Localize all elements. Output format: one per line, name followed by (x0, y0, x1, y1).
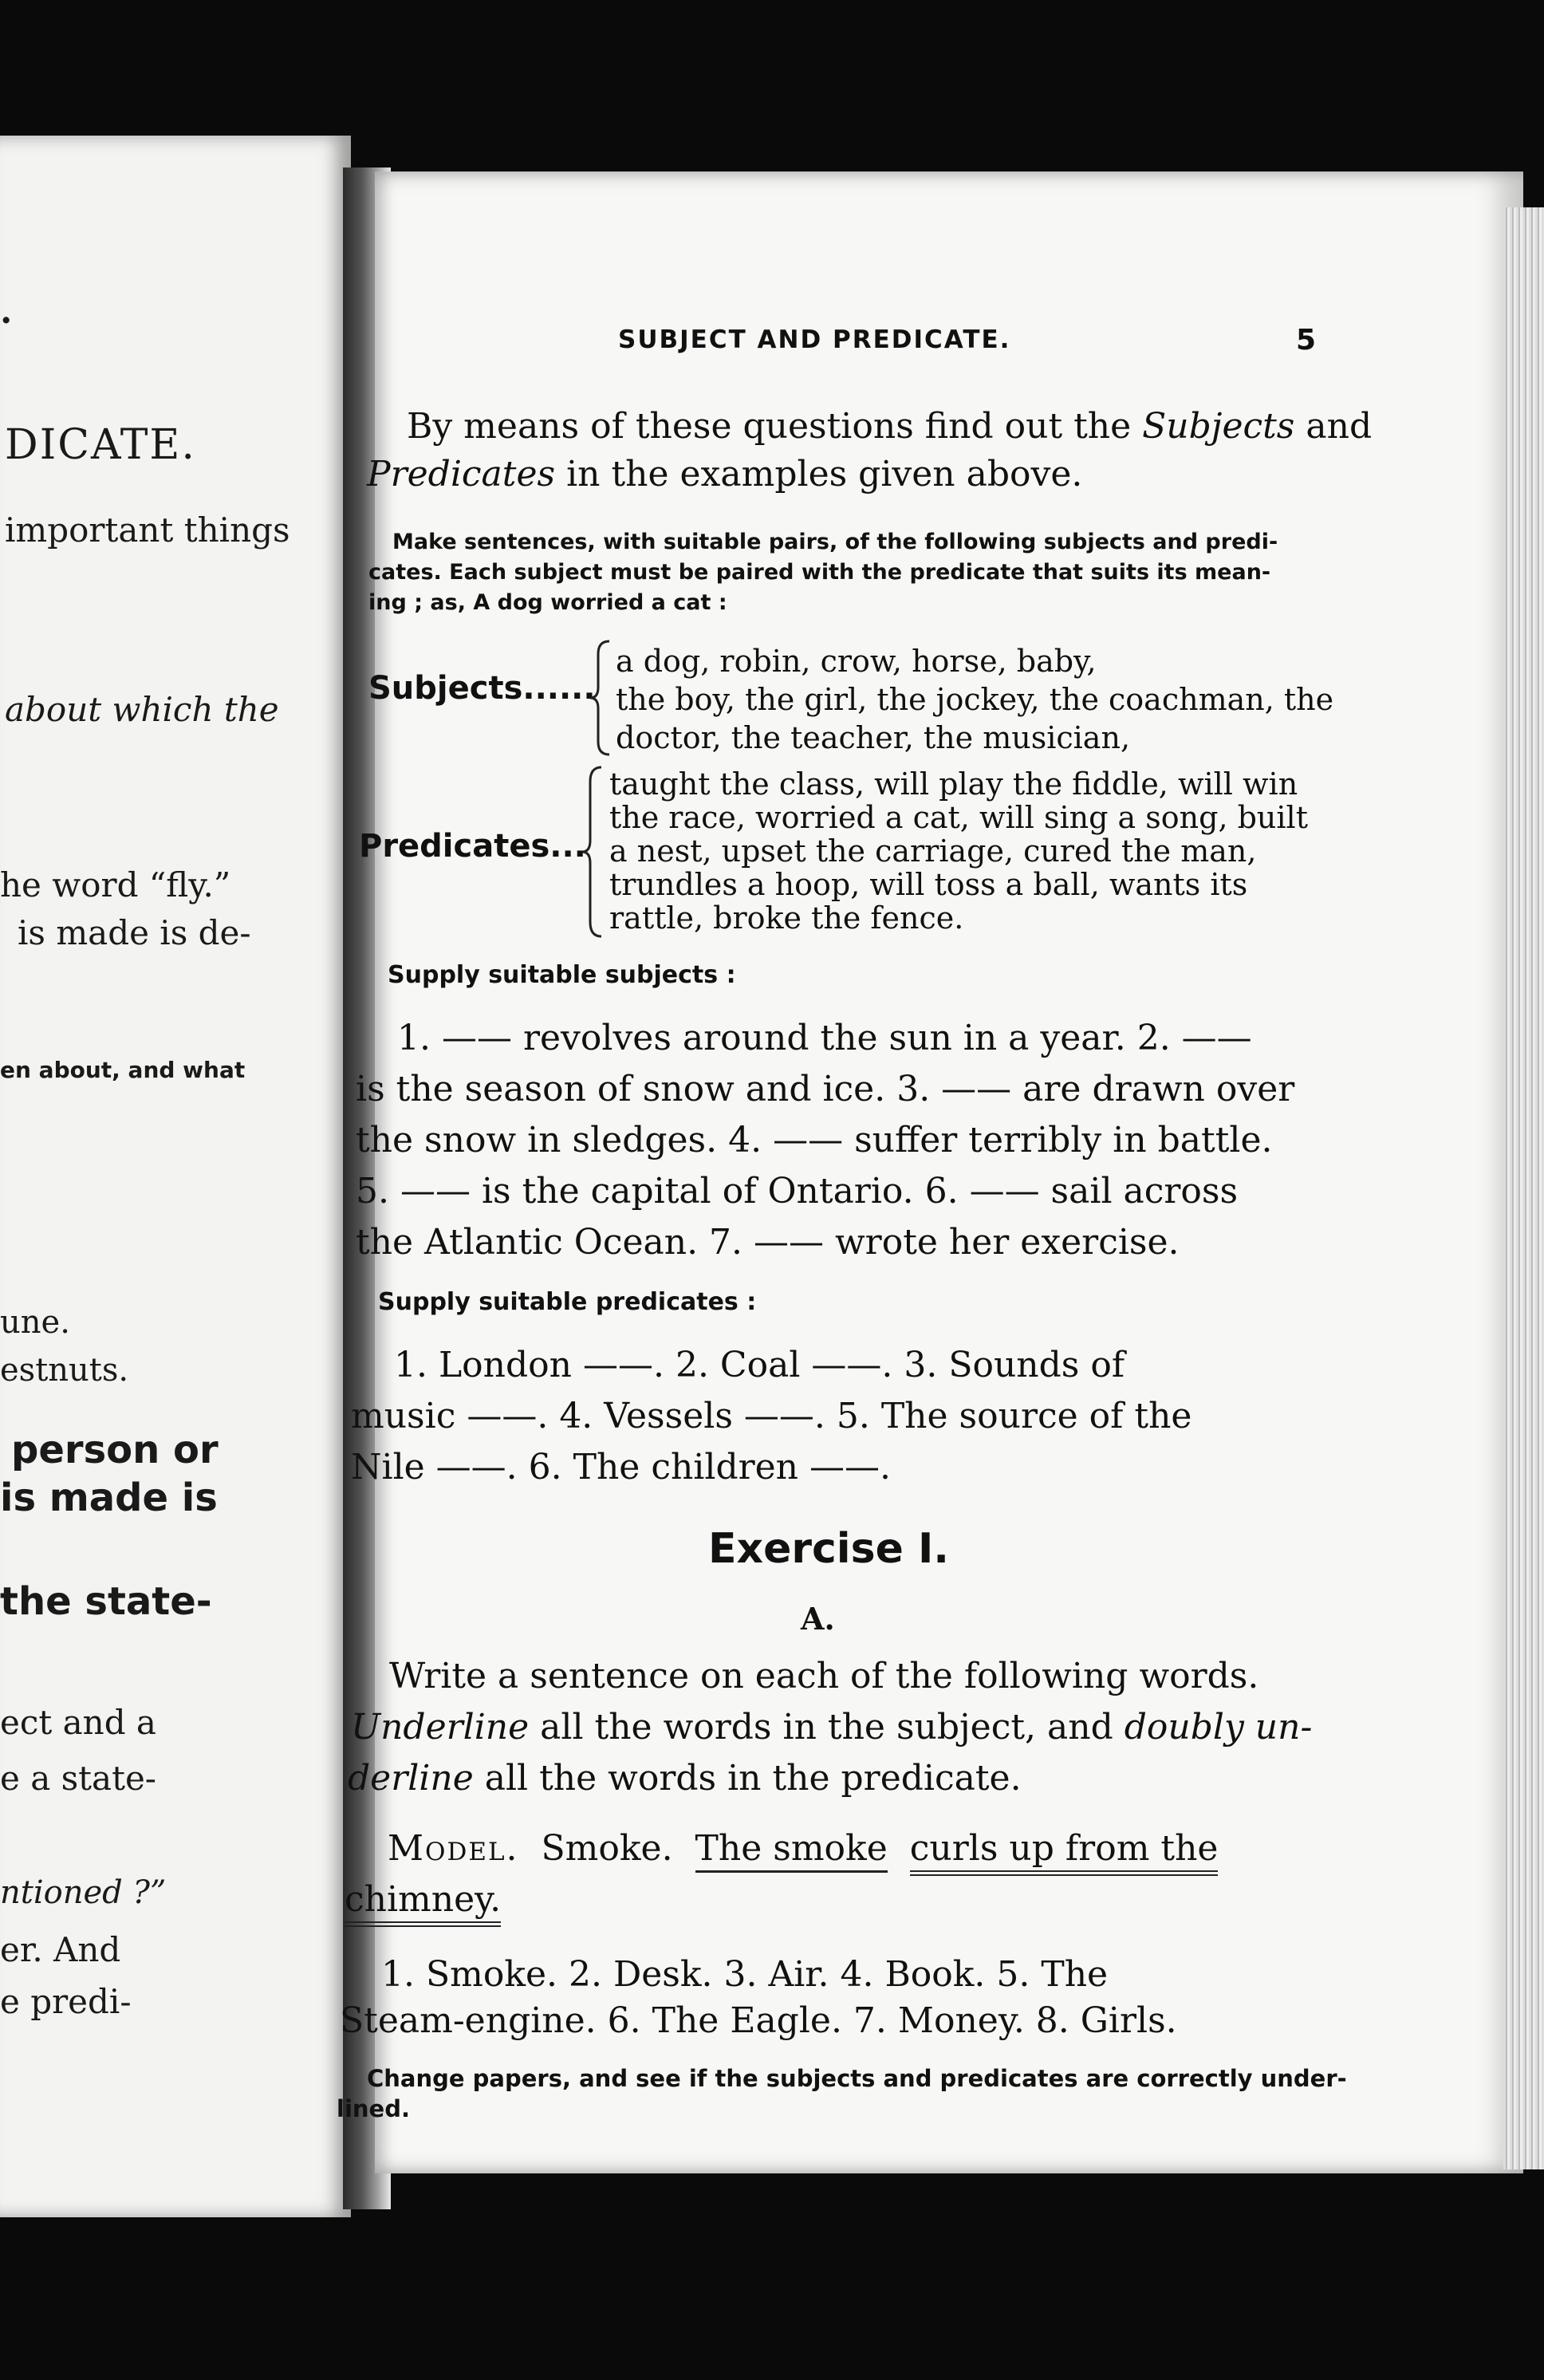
intro-text: in the examples given above. (555, 454, 1083, 495)
supply-subjects-line: 1. —— revolves around the sun in a year. 2. —— (397, 1018, 1252, 1058)
instruction-line: ing ; as, A dog worried a cat : (368, 590, 727, 615)
exercise-note: Change papers, and see if the subjects and predicates are correctly under- (367, 2065, 1347, 2092)
exercise-italic: Underline (351, 1707, 530, 1748)
supply-predicates-line: 1. London ——. 2. Coal ——. 3. Sounds of (394, 1345, 1125, 1385)
instruction-line: cates. Each subject must be paired with the predicate that suits its mean- (368, 560, 1271, 585)
left-fragment: about which the (5, 690, 279, 729)
left-fragment: DICATE. (5, 421, 196, 469)
exercise-instruction (351, 1704, 1312, 1752)
left-fragment: er. And (0, 1930, 121, 1969)
left-fragment: the state- (0, 1579, 212, 1624)
predicates-line: trundles a hoop, will toss a ball, wants its (609, 867, 1248, 902)
supply-predicates-line: Nile ——. 6. The children ——. (351, 1447, 891, 1488)
exercise-note: lined. (337, 2095, 410, 2122)
intro-line-2 (367, 451, 1082, 498)
model-label: Model. (388, 1828, 519, 1869)
predicates-line: the race, worried a cat, will sing a song, built (609, 800, 1308, 835)
subjects-line: doctor, the teacher, the musician, (616, 720, 1131, 755)
supply-subjects-heading: Supply suitable subjects : (388, 961, 736, 989)
left-page (0, 136, 351, 2217)
supply-subjects-line: is the season of snow and ice. 3. —— are drawn over (356, 1069, 1295, 1109)
supply-subjects-line: 5. —— is the capital of Ontario. 6. —— sail across (356, 1171, 1239, 1212)
left-fragment: une. (0, 1304, 70, 1341)
predicates-brace (581, 764, 605, 940)
left-fragment: important things (5, 510, 290, 550)
exercise-italic: derline (348, 1758, 474, 1799)
left-fragment: en about, and what (0, 1057, 246, 1083)
model-line (388, 1825, 1218, 1873)
exercise-words-line: Steam-engine. 6. The Eagle. 7. Money. 8. Girls. (340, 2000, 1177, 2041)
model-word: Smoke. (541, 1828, 673, 1869)
intro-line-1 (407, 403, 1372, 451)
exercise-instruction (348, 1755, 1022, 1803)
supply-subjects-line: the Atlantic Ocean. 7. —— wrote her exercise. (356, 1222, 1180, 1263)
left-fragment: he word “fly.” (0, 865, 231, 904)
subjects-line: a dog, robin, crow, horse, baby, (616, 644, 1097, 679)
left-fragment: estnuts. (0, 1352, 129, 1389)
page-number: 5 (1296, 324, 1318, 357)
model-predicate-double-underlined: curls up from the (910, 1828, 1219, 1876)
intro-text: By means of these questions find out the (407, 406, 1143, 447)
predicates-line: rattle, broke the fence. (609, 900, 964, 936)
model-subject-underlined: The smoke (695, 1828, 888, 1873)
page-edges (1503, 207, 1544, 2169)
model-predicate-double-underlined: chimney. (345, 1879, 501, 1927)
exercise-italic: doubly un- (1124, 1707, 1313, 1748)
intro-text: and (1294, 406, 1373, 447)
left-fragment: . (0, 291, 13, 332)
left-fragment: person or (11, 1428, 219, 1472)
exercise-section: A. (801, 1601, 835, 1637)
running-head: SUBJECT AND PREDICATE. (618, 325, 1011, 354)
intro-italic: Predicates (367, 454, 556, 495)
left-fragment: ntioned ?” (0, 1874, 167, 1911)
left-fragment: e predi- (0, 1982, 132, 2021)
exercise-text: all the words in the predicate. (473, 1758, 1022, 1799)
left-fragment: e a state- (0, 1759, 156, 1798)
left-fragment: is made is (0, 1476, 218, 1520)
intro-italic: Subjects (1142, 406, 1295, 447)
supply-subjects-line: the snow in sledges. 4. —— suffer terribly in battle. (356, 1120, 1273, 1160)
predicates-line: a nest, upset the carriage, cured the man, (609, 833, 1257, 869)
subjects-brace (589, 638, 612, 758)
supply-predicates-line: music ——. 4. Vessels ——. 5. The source of the (351, 1396, 1192, 1436)
subjects-label: Subjects...... (368, 670, 596, 707)
instruction-line: Make sentences, with suitable pairs, of the following subjects and predi- (392, 530, 1278, 554)
predicates-label: Predicates... (359, 828, 586, 865)
subjects-line: the boy, the girl, the jockey, the coachman, the (616, 682, 1334, 717)
left-fragment: ect and a (0, 1703, 156, 1742)
exercise-text: all the words in the subject, and (529, 1707, 1125, 1748)
left-fragment: is made is de- (18, 913, 251, 952)
predicates-line: taught the class, will play the fiddle, will win (609, 766, 1298, 802)
supply-predicates-heading: Supply suitable predicates : (378, 1288, 757, 1316)
exercise-words-line: 1. Smoke. 2. Desk. 3. Air. 4. Book. 5. The (381, 1954, 1109, 1995)
exercise-title: Exercise I. (708, 1525, 950, 1573)
exercise-instruction: Write a sentence on each of the following words. (389, 1656, 1259, 1696)
model-line (345, 1876, 501, 1924)
